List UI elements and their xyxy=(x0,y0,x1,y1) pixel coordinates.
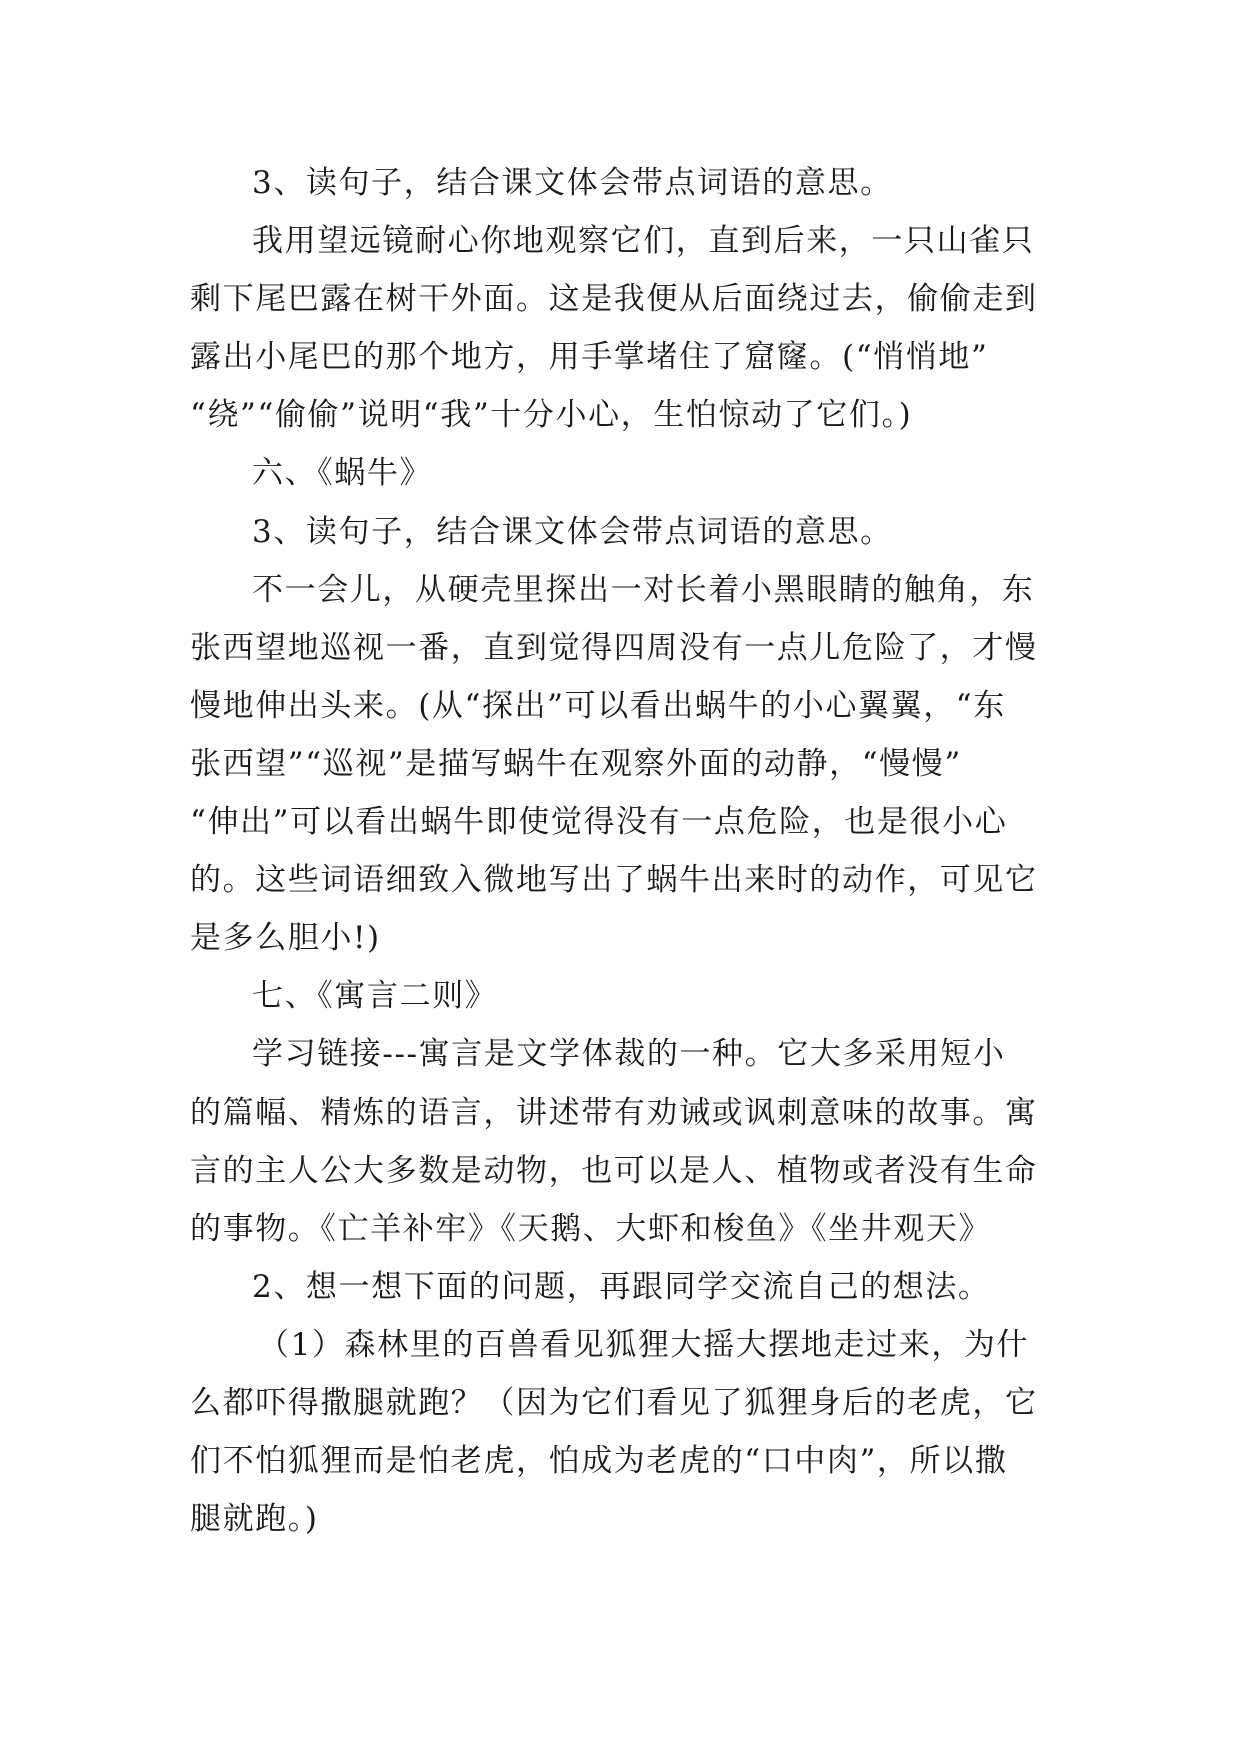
paragraph-line: “伸出”可以看出蜗牛即使觉得没有一点危险，也是很小心 xyxy=(190,804,1008,841)
question-line: 么都吓得撒腿就跑？（因为它们看见了狐狸身后的老虎，它 xyxy=(190,1384,1038,1421)
paragraph-heading: 2、想一想下面的问题，再跟同学交流自己的想法。 xyxy=(252,1268,991,1305)
paragraph-line: 的事物。《亡羊补牢》《天鹅、大虾和梭鱼》《坐井观天》 xyxy=(190,1210,992,1247)
question-line: （1）森林里的百兽看见狐狸大摇大摆地走过来，为什 xyxy=(258,1326,1030,1363)
paragraph-line: 言的主人公大多数是动物，也可以是人、植物或者没有生命 xyxy=(190,1152,1038,1189)
question-line: 腿就跑。) xyxy=(190,1501,319,1538)
question-line: 们不怕狐狸而是怕老虎，怕成为老虎的“口中肉”，所以撒 xyxy=(190,1443,1008,1480)
paragraph-line: 慢地伸出头来。(从“探出”可以看出蜗牛的小心翼翼，“东 xyxy=(190,687,1006,724)
section-heading: 六、《蜗牛》 xyxy=(252,455,433,492)
paragraph-heading: 3、读句子，结合课文体会带点词语的意思。 xyxy=(252,513,893,550)
paragraph-line: 剩下尾巴露在树干外面。这是我便从后面绕过去，偷偷走到 xyxy=(190,281,1038,318)
paragraph-line: “绕”“偷偷”说明“我”十分小心，生怕惊动了它们。) xyxy=(190,397,913,434)
paragraph-heading: 3、读句子，结合课文体会带点词语的意思。 xyxy=(252,165,893,201)
paragraph-line: 学习链接---寓言是文学体裁的一种。它大多采用短小 xyxy=(252,1036,1006,1073)
paragraph-line: 我用望远镜耐心你地观察它们，直到后来，一只山雀只 xyxy=(252,223,1035,260)
paragraph-line: 的。这些词语细致入微地写出了蜗牛出来时的动作，可见它 xyxy=(190,862,1038,899)
paragraph-line: 露出小尾巴的那个地方，用手掌堵住了窟窿。(“悄悄地” xyxy=(190,339,989,376)
paragraph-line: 的篇幅、精炼的语言，讲述带有劝诫或讽刺意味的故事。寓 xyxy=(190,1094,1038,1131)
paragraph-line: 是多么胆小!) xyxy=(190,920,381,957)
paragraph-line: 张西望地巡视一番，直到觉得四周没有一点儿危险了，才慢 xyxy=(190,629,1038,666)
section-heading: 七、《寓言二则》 xyxy=(252,978,498,1015)
paragraph-line: 不一会儿，从硬壳里探出一对长着小黑眼睛的触角，东 xyxy=(252,571,1035,608)
document-body xyxy=(190,154,1060,1548)
paragraph-line: 张西望”“巡视”是描写蜗牛在观察外面的动静，“慢慢” xyxy=(190,745,962,782)
